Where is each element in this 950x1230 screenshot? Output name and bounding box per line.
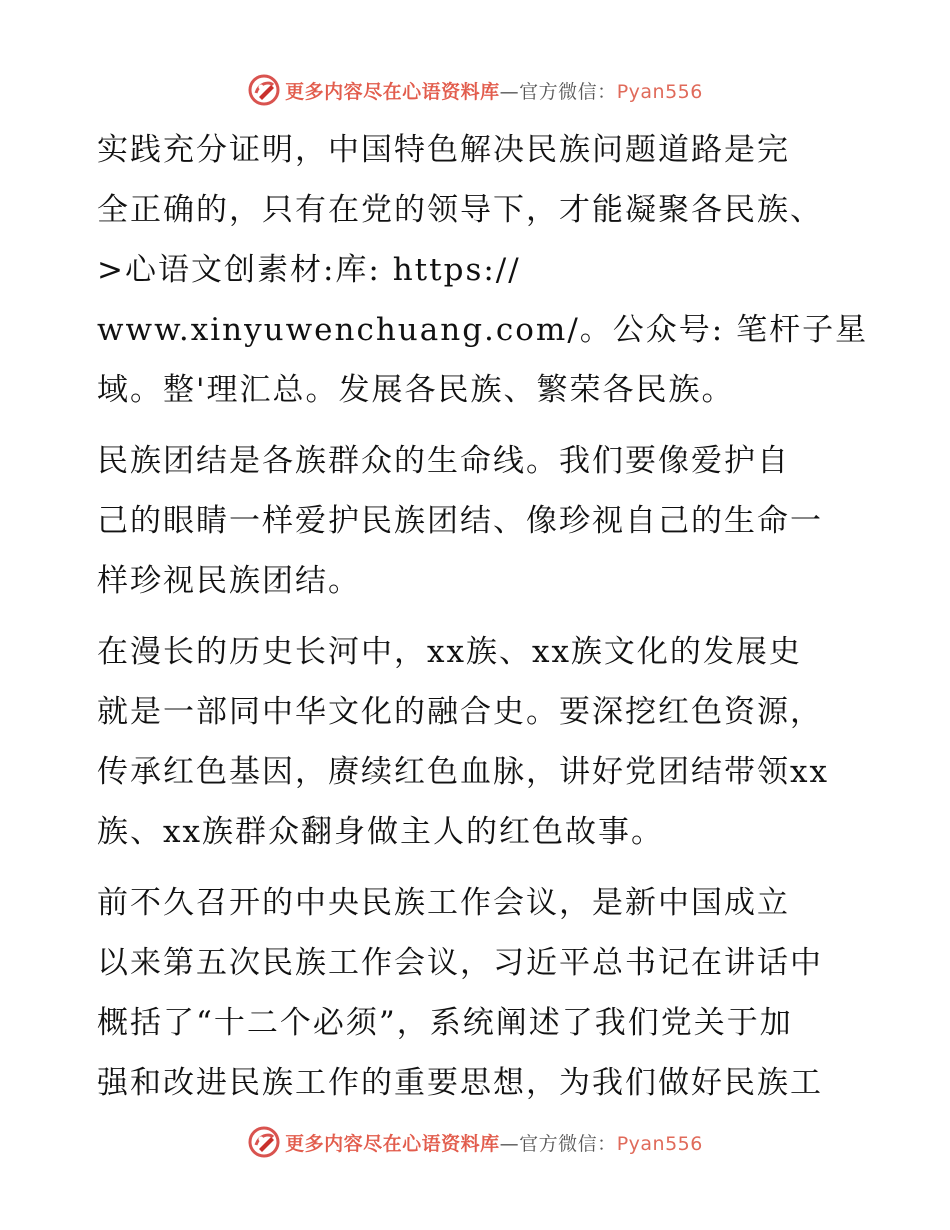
text-line: 己的眼睛一样爱护民族团结、像珍视自己的生命一 (97, 503, 823, 539)
text-line: 实践充分证明，中国特色解决民族问题道路是完 (97, 132, 790, 168)
header-banner (0, 68, 950, 112)
text-line: 概括了“十二个必须”，系统阐述了我们党关于加 (97, 1005, 793, 1041)
text-line: 族、xx族群众翻身做主人的红色故事。 (97, 814, 664, 850)
text-line: www.xinyuwenchuang.com/。公众号: 笔杆子星 (97, 312, 869, 348)
banner-brand: 更多内容尽在心语资料库 (285, 80, 500, 103)
text-line: 全正确的，只有在党的领导下，才能凝聚各民族、 (97, 192, 823, 228)
text-line: 域。整'理汇总。发展各民族、繁荣各民族。 (97, 372, 735, 408)
banner-wechat-label: 官方微信： (519, 1132, 617, 1155)
banner-separator: — (499, 80, 520, 103)
text-line: >心语文创素材:库: https:// (97, 252, 521, 288)
banner-wechat-id: Pyan556 (616, 1132, 703, 1155)
text-line: 传承红色基因，赓续红色血脉，讲好党团结带领xx (97, 754, 829, 790)
logo-icon (247, 1125, 281, 1159)
paragraph-gap (97, 420, 867, 431)
paragraph-gap (97, 862, 867, 873)
text-line: 在漫长的历史长河中，xx族、xx族文化的发展史 (97, 634, 802, 670)
text-line: 样珍视民族团结。 (97, 563, 361, 599)
paragraph (97, 431, 867, 611)
banner-wechat-id: Pyan556 (616, 80, 703, 103)
paragraph (97, 873, 867, 1113)
banner-wechat-label: 官方微信： (519, 80, 617, 103)
paragraph (97, 622, 867, 862)
banner-brand: 更多内容尽在心语资料库 (285, 1132, 500, 1155)
text-line: 民族团结是各族群众的生命线。我们要像爱护自 (97, 443, 790, 479)
banner-separator: — (499, 1132, 520, 1155)
banner-text (285, 77, 703, 104)
text-line: 强和改进民族工作的重要思想，为我们做好民族工 (97, 1065, 823, 1101)
paragraph-gap (97, 611, 867, 622)
text-line: 以来第五次民族工作会议，习近平总书记在讲话中 (97, 945, 823, 981)
banner-text (285, 1129, 703, 1156)
paragraph (97, 120, 867, 420)
text-line: 前不久召开的中央民族工作会议，是新中国成立 (97, 885, 790, 921)
logo-icon (247, 73, 281, 107)
footer-banner (0, 1120, 950, 1164)
document-body (97, 120, 867, 1113)
text-line: 就是一部同中华文化的融合史。要深挖红色资源， (97, 694, 823, 730)
